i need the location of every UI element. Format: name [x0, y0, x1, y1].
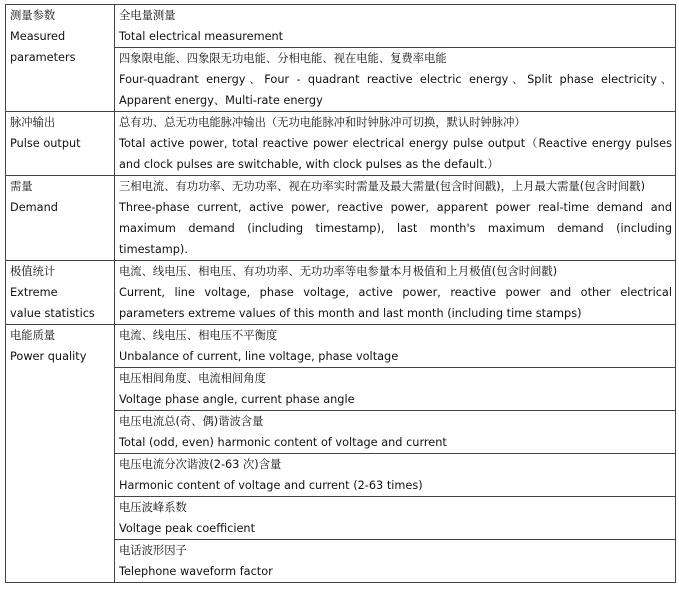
- description-en: Total electrical measurement: [119, 30, 284, 43]
- category-cell: [6, 5, 115, 112]
- description-cell: [115, 368, 676, 411]
- table-row: [6, 112, 676, 176]
- description-cell: [115, 497, 676, 540]
- description-en: Total (odd, even) harmonic content of voltage and current: [119, 436, 447, 449]
- category-label-en: parameters: [10, 51, 76, 64]
- category-cell: [6, 261, 115, 325]
- description-en: Voltage peak coefficient: [119, 522, 256, 535]
- description-cn: 三相电流、有功功率、无功功率、视在功率实时需量及最大需量(包含时间戳)，上月最大需量(包含时间戳): [119, 180, 645, 193]
- category-label-en: Extreme: [10, 286, 58, 299]
- description-cn: 电压电流分次谐波(2-63 次)含量: [119, 458, 282, 471]
- category-label-en: Measured: [10, 30, 66, 43]
- category-label-cn: 脉冲输出: [10, 116, 56, 129]
- description-cell: [115, 48, 676, 112]
- spec-table: [5, 4, 676, 583]
- table-row: [6, 325, 676, 368]
- description-cn: 电流、线电压、相电压不平衡度: [119, 329, 278, 342]
- description-cell: [115, 325, 676, 368]
- description-en: Harmonic content of voltage and current (2-63 times): [119, 479, 423, 492]
- table-row: [6, 5, 676, 48]
- description-cell: [115, 411, 676, 454]
- description-cn: 四象限电能、四象限无功电能、分相电能、视在电能、复费率电能: [119, 52, 447, 65]
- description-cn: 电压波峰系数: [119, 501, 187, 514]
- description-cn: 总有功、总无功电能脉冲输出（无功电能脉冲和时钟脉冲可切换，默认时钟脉冲）: [119, 116, 526, 129]
- category-label-cn: 极值统计: [10, 265, 56, 278]
- description-cn: 全电量测量: [119, 9, 176, 22]
- description-en: Unbalance of current, line voltage, phase voltage: [119, 350, 399, 363]
- description-cell: [115, 540, 676, 583]
- category-label-cn: 测量参数: [10, 9, 56, 22]
- description-en: Telephone waveform factor: [119, 565, 273, 578]
- category-label-en: Demand: [10, 201, 58, 214]
- description-cell: [115, 261, 676, 325]
- description-cell: [115, 176, 676, 261]
- category-label-en: value statistics: [10, 307, 95, 320]
- category-cell: [6, 176, 115, 261]
- description-cell: [115, 454, 676, 497]
- description-cn: 电压电流总(奇、偶)谐波含量: [119, 415, 264, 428]
- table-row: [6, 176, 676, 261]
- category-label-en: Pulse output: [10, 137, 81, 150]
- description-en: Current, line voltage, phase voltage, active power, reactive power and other electrical parameters extreme values of this month and last month (including time stamps): [119, 286, 672, 320]
- table-row: [6, 261, 676, 325]
- category-label-cn: 需量: [10, 180, 33, 193]
- description-en: Four-quadrant energy、Four - quadrant reactive electric energy、Split phase electricity、Apparent energy、Multi-rate energy: [119, 73, 672, 107]
- description-en: Voltage phase angle, current phase angle: [119, 393, 355, 406]
- description-cell: [115, 112, 676, 176]
- description-en: Three-phase current, active power, reactive power, apparent power real-time demand and maximum demand (including timestamp), last month's maximum demand (including timestamp).: [119, 201, 672, 256]
- category-label-en: Power quality: [10, 350, 87, 363]
- description-en: Total active power, total reactive power electrical energy pulse output（Reactive energy pulses and clock pulses are switchable, with clock pulses as the default.）: [119, 137, 672, 171]
- category-cell: [6, 325, 115, 583]
- category-label-cn: 电能质量: [10, 329, 56, 342]
- description-cell: [115, 5, 676, 48]
- description-cn: 电话波形因子: [119, 544, 187, 557]
- description-cn: 电流、线电压、相电压、有功功率、无功功率等电参量本月极值和上月极值(包含时间戳): [119, 265, 558, 278]
- category-cell: [6, 112, 115, 176]
- description-cn: 电压相间角度、电流相间角度: [119, 372, 266, 385]
